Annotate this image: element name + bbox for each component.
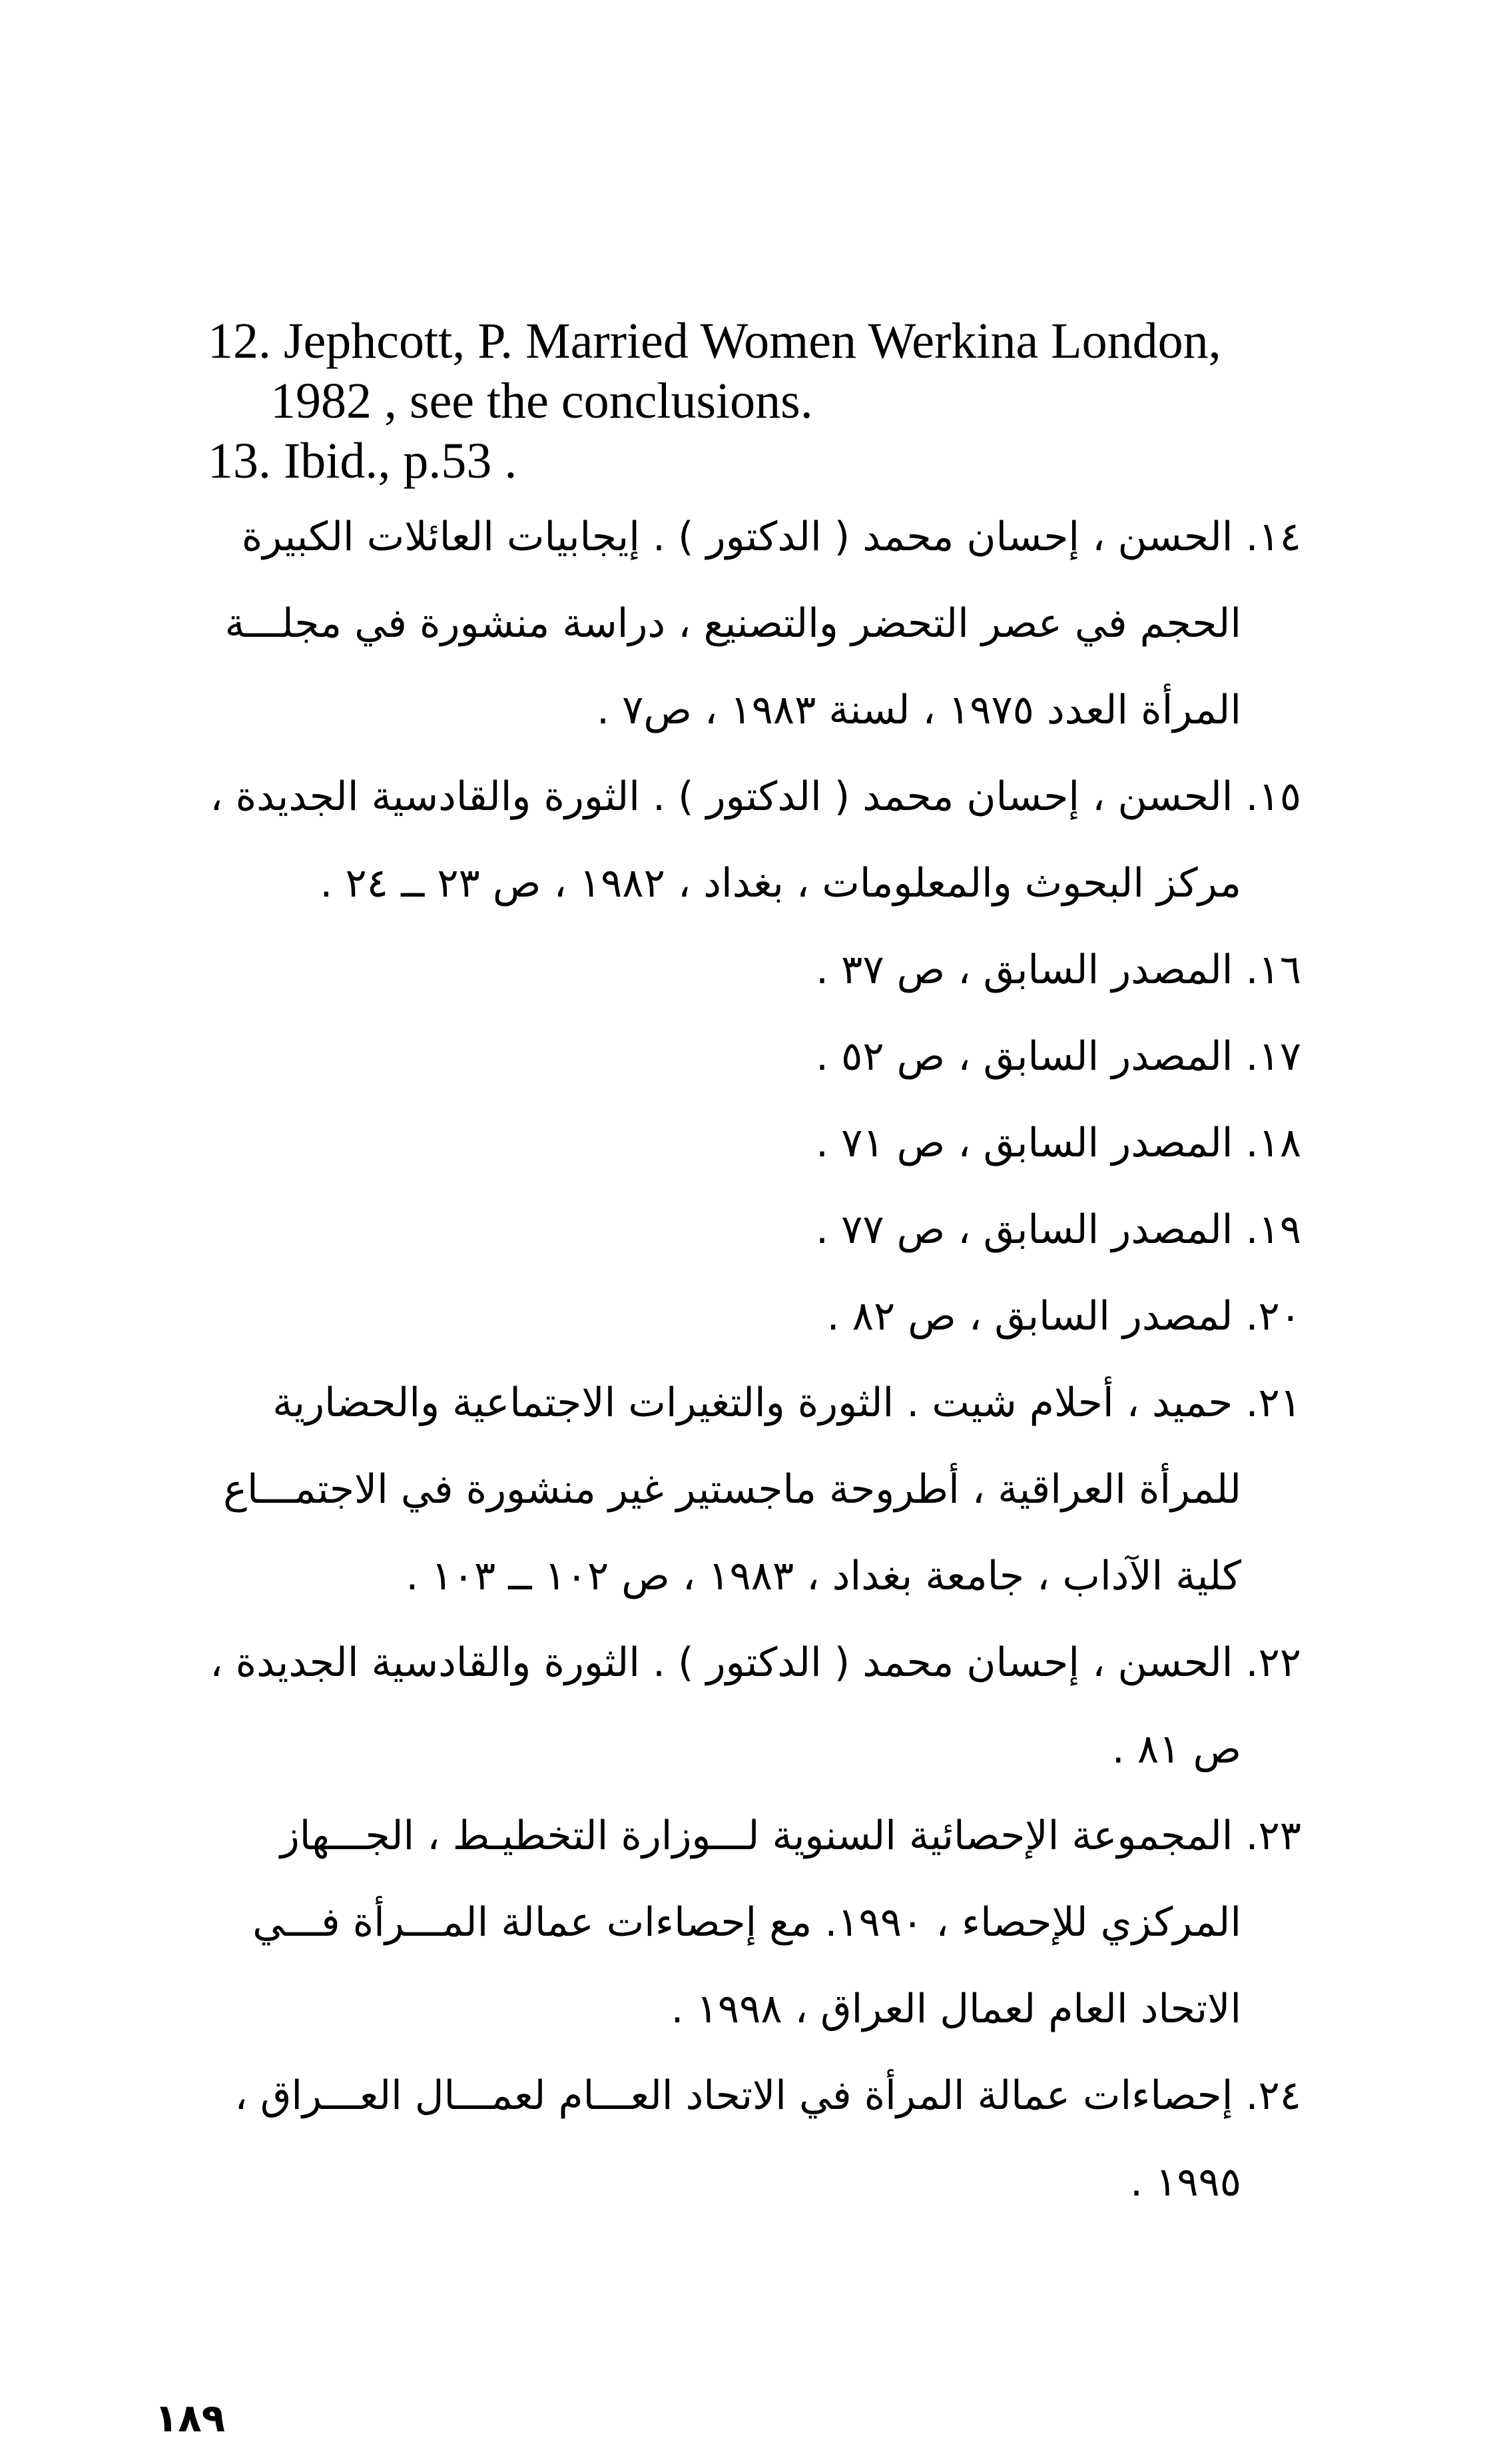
note-20: ٢٠. لمصدر السابق ، ص ٨٢ .: [826, 1293, 1301, 1340]
note-22-line-2: ص ٨١ .: [1111, 1726, 1241, 1773]
note-14-line-1: ١٤. الحسن ، إحسان محمد ( الدكتور ) . إيجابيات العائلات الكبيرة: [241, 514, 1301, 560]
note-18: ١٨. المصدر السابق ، ص ٧١ .: [815, 1120, 1301, 1166]
note-21-line-2: للمرأة العراقية ، أطروحة ماجستير غير منشورة في الاجتمـــاع: [223, 1466, 1241, 1513]
note-13: 13. Ibid., p.53 .: [208, 433, 517, 489]
note-24-line-2: ١٩٩٥ .: [1129, 2159, 1241, 2206]
note-22-line-1: ٢٢. الحسن ، إحسان محمد ( الدكتور ) . الثورة والقادسية الجديدة ،: [210, 1639, 1301, 1686]
note-12-line-2: 1982 , see the conclusions.: [270, 373, 813, 429]
note-23-line-1: ٢٣. المجموعة الإحصائية السنوية لـــوزارة التخطيـط ، الجـــهاز: [280, 1813, 1301, 1859]
note-23-line-2: المركزي للإحصاء ، ١٩٩٠. مع إحصاءات عمالة المـــرأة فـــي: [252, 1899, 1241, 1946]
note-21-line-1: ٢١. حميد ، أحلام شيت . الثورة والتغيرات الاجتماعية والحضارية: [272, 1380, 1301, 1426]
note-14-line-3: المرأة العدد ١٩٧٥ ، لسنة ١٩٨٣ ، ص٧ .: [596, 687, 1241, 733]
note-21-line-3: كلية الآداب ، جامعة بغداد ، ١٩٨٣ ، ص ١٠٢ ــ ١٠٣ .: [406, 1553, 1241, 1599]
note-16: ١٦. المصدر السابق ، ص ٣٧ .: [815, 947, 1301, 993]
note-15-line-1: ١٥. الحسن ، إحسان محمد ( الدكتور ) . الثورة والقادسية الجديدة ،: [210, 773, 1301, 820]
note-15-line-2: مركز البحوث والمعلومات ، بغداد ، ١٩٨٢ ، ص ٢٣ ــ ٢٤ .: [320, 860, 1241, 907]
page-number: ١٨٩: [154, 2395, 226, 2441]
note-14-line-2: الحجم في عصر التحضر والتصنيع ، دراسة منشورة في مجلـــة: [224, 600, 1241, 647]
note-23-line-3: الاتحاد العام لعمال العراق ، ١٩٩٨ .: [671, 1986, 1241, 2032]
note-24-line-1: ٢٤. إحصاءات عمالة المرأة في الاتحاد العـــام لعمـــال العـــراق ،: [234, 2072, 1301, 2119]
note-19: ١٩. المصدر السابق ، ص ٧٧ .: [815, 1206, 1301, 1253]
note-17: ١٧. المصدر السابق ، ص ٥٢ .: [815, 1033, 1301, 1080]
note-12-line-1: 12. Jephcott, P. Married Women Werkina London,: [208, 313, 1221, 369]
